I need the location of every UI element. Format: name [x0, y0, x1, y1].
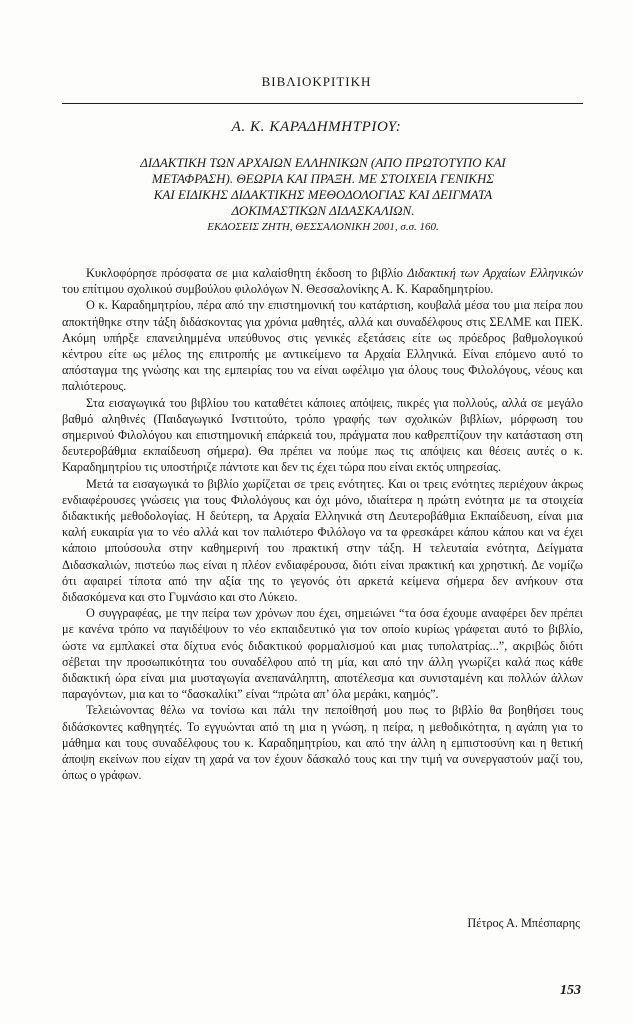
book-author: Α. Κ. ΚΑΡΑΔΗΜΗΤΡΙΟΥ: [231, 119, 402, 135]
section-header: ΒΙΒΛΙΟΚΡΙΤΙΚΗ [261, 74, 372, 89]
book-title-block [82, 155, 564, 235]
header-rule [62, 103, 583, 104]
page-number: 153 [560, 983, 581, 998]
publisher-info: ΕΚΔΟΣΕΙΣ ΖΗΤΗ, ΘΕΣΣΑΛΟΝΙΚΗ 2001, σ.σ. 160. [207, 221, 439, 233]
book-title-inline: Διδακτική των Αρχαίων Ελληνικών [407, 266, 583, 280]
paragraph-4: Μετά τα εισαγωγικά το βιβλίο χωρίζεται σε τρεις ενότητες. Και οι τρεις ενότητες περιέχουν άκρως ενδιαφέρουσες γνώσεις για τους Φιλολόγους και όχι μόνο, ιδιαίτερα η πρώτη ενότητα με τα στοιχεία διδακτικής μεθοδολογίας. Η δεύτερη, τα Αρχαία Ελληνικά στη Δευτεροβάθμια Εκπαίδευση, είναι μια καλή ευκαιρία για το νέο αλλά και τον παλιότερο Φιλόλογο να τα φρεσκάρει κάπου κάπου και να έχει κάποιο μπούσουλα στην καθημερινή του πρακτική στην τάξη. Η τελευταία ενότητα, Δείγματα Διδασκαλιών, πιστεύω πως είναι η πλέον ενδιαφέρουσα, διότι είναι πρακτική και χρηστική. Δε νομίζω ότι αφαιρεί τίποτα από την αξία της το γεγονός ότι αρκετά κείμενα σήμερα δεν ανήκουν στα διδασκόμενα και στο Γυμνάσιο και στο Λύκειο. [62, 476, 583, 605]
reviewer-signature: Πέτρος Α. Μπέσπαρης [467, 916, 580, 930]
book-title-line: ΜΕΤΑΦΡΑΣΗ). ΘΕΩΡΙΑ ΚΑΙ ΠΡΑΞΗ. ΜΕ ΣΤΟΙΧΕΙΑ ΓΕΝΙΚΗΣ [151, 171, 495, 186]
book-title-line: ΔΟΚΙΜΑΣΤΙΚΩΝ ΔΙΔΑΣΚΑΛΙΩΝ. [231, 203, 415, 218]
book-title-line: ΚΑΙ ΕΙΔΙΚΗΣ ΔΙΔΑΚΤΙΚΗΣ ΜΕΘΟΔΟΛΟΓΙΑΣ ΚΑΙ ΔΕΙΓΜΑΤΑ [153, 187, 493, 202]
book-title-line: ΔΙΔΑΚΤΙΚΗ ΤΩΝ ΑΡΧΑΙΩΝ ΕΛΛΗΝΙΚΩΝ (ΑΠΟ ΠΡΩΤΟΤΥΠΟ ΚΑΙ [140, 155, 506, 170]
paragraph-3: Στα εισαγωγικά του βιβλίου του καταθέτει κάποιες απόψεις, πικρές για πολλούς, αλλά σε μεγάλο βαθμό αληθινές (Παιδαγωγικό Ινστιτούτο, τρόπο γραφής των σχολικών βιβλίων, μόρφωση του σημερινού Φιλολόγου και επιστημονική επάρκειά του, πράγματα που καθρεπτίζουν την κατάσταση στη δευτεροβάθμια εκπαίδευση σήμερα). Θα πρέπει να πούμε πως τις απόψεις και θέσεις αυτές ο κ. Καραδημητρίου τις υποστήριζε πάντοτε και δεν τις έχει τώρα που είναι εκτός υπηρεσίας. [62, 395, 583, 475]
paragraph-6: Τελειώνοντας θέλω να τονίσω και πάλι την πεποίθησή μου πως το βιβλίο θα βοηθήσει τους διδάσκοντες καθηγητές. Το εγγυώνται από τη μια η γνώση, η πείρα, η μεθοδικότητα, η αγάπη για το μάθημα και τους συναδέλφους του κ. Καραδημητρίου, και από την άλλη η εμπιστοσύνη και η θετική άποψη εκείνων που είχαν τη χαρά να τον έχουν δάσκαλό τους και την τιμή να συνεργαστούν μαζί του, όπως ο γράφων. [62, 703, 583, 783]
paragraph-1-start: Κυκλοφόρησε πρόσφατα σε μια καλαίσθητη έκδοση το βιβλίο [86, 266, 408, 280]
paragraph-5: Ο συγγραφέας, με την πείρα των χρόνων που έχει, σημειώνει “τα όσα έχουμε αναφέρει δεν πρέπει με κανένα τρόπο να παγιδέψουν το νέο εκπαιδευτικό για τον οποίο κυρίως γράφεται αυτό το βιβλίο, ώστε να εμπλακεί στα δίχτυα ενός διδακτικού φορμαλισμού και μιας τυπολατρίας...”, ακριβώς διότι σέβεται την προσωπικότητα του συναδέλφου από τη μία, και από την άλλη γνωρίζει καλά πως κάθε διδακτική ώρα είναι μια μυσταγωγία ανεπανάληπτη, αποτέλεσμα και συνισταμένη και πολλών άλλων παραγόντων, μια και το “δασκαλίκι” είναι “πρώτα απ’ όλα μεράκι, καημός”. [62, 606, 583, 702]
paragraph-2: Ο κ. Καραδημητρίου, πέρα από την επιστημονική του κατάρτιση, κουβαλά μέσα του μια πείρα που αποκτήθηκε στην τάξη διδάσκοντας για χρόνια μαθητές, αλλά και συναδέλφους στις ΣΕΛΜΕ και ΠΕΚ. Ακόμη υπήρξε επανειλημμένα υπεύθυνος στις γενικές εξετάσεις είτε ως πρόεδρος βαθμολογικού κέντρου είτε ως μέλος της επιτροπής με αντικείμενο τα Αρχαία Ελληνικά. Είναι επόμενο αυτό το απόσταγμα της γνώσης και της εμπειρίας του να είναι ωφέλιμο για όλους τους Φιλολόγους, νέους και παλιότερους. [62, 298, 583, 394]
review-body [62, 265, 583, 784]
paragraph-1-end: του επίτιμου σχολικού συμβούλου φιλολόγων Ν. Θεσσαλονίκης Α. Κ. Καραδημητρίου. [62, 282, 494, 297]
paragraph-1 [62, 265, 583, 297]
